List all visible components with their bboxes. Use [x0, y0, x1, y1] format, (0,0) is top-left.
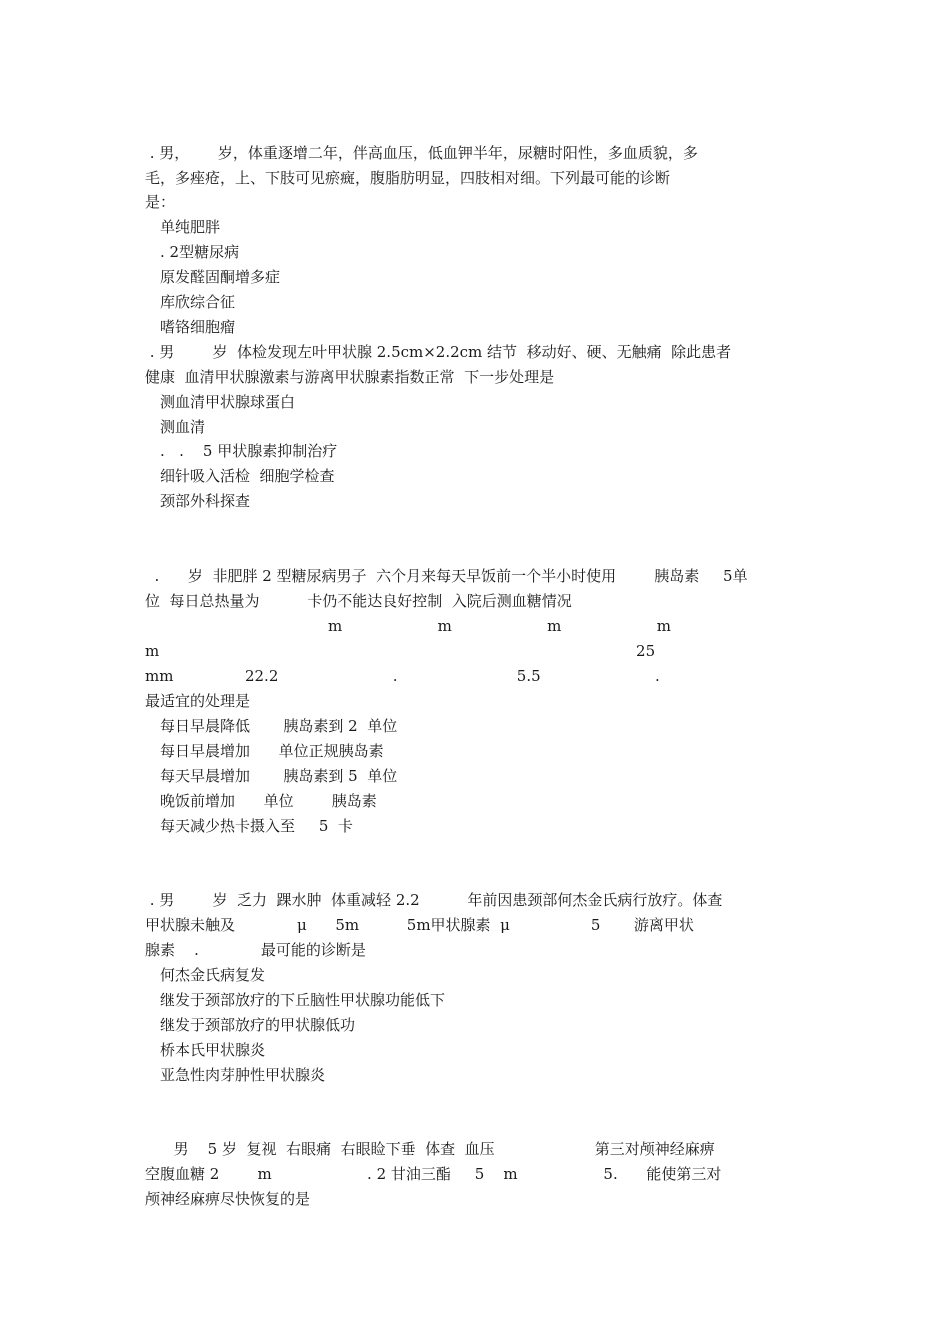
q4-option-a: 何杰金氏病复发 [160, 966, 266, 984]
q3-stem-line1: . 岁 非肥胖 2 型糖尿病男子 六个月来每天早饭前一个半小时使用 胰岛素 5单 [145, 567, 748, 585]
q3-option-d: 晚饭前增加 单位 胰岛素 [160, 792, 377, 810]
q4-option-c: 继发于颈部放疗的甲状腺低功 [160, 1016, 356, 1034]
q3-stem-line3: 最适宜的处理是 [145, 692, 251, 710]
q3-table-row3: mm 22.2 . 5.5 . [145, 667, 660, 685]
q2-option-c: . . 5 甲状腺素抑制治疗 [160, 442, 338, 460]
q4-option-d: 桥本氏甲状腺炎 [160, 1041, 266, 1059]
q4-stem-line3: 腺素 . 最可能的诊断是 [145, 941, 366, 959]
q1-stem-line3: 是： [145, 193, 176, 211]
q3-option-c: 每天早晨增加 胰岛素到 5 单位 [160, 767, 398, 785]
q3-stem-line2: 位 每日总热量为 卡仍不能达良好控制 入院后测血糖情况 [145, 592, 572, 610]
q5-stem-line1: 男 5 岁 复视 右眼痛 右眼睑下垂 体查 血压 第三对颅神经麻痹 [145, 1140, 715, 1158]
q4-option-e: 亚急性肉芽肿性甲状腺炎 [160, 1066, 326, 1084]
q1-option-b: . 2型糖尿病 [160, 243, 240, 261]
q4-stem-line1: . 男 岁 乏力 踝水肿 体重减轻 2.2 年前因患颈部何杰金氏病行放疗。体查 [145, 891, 723, 909]
q2-option-a: 测血清甲状腺球蛋白 [160, 393, 296, 411]
q2-option-d: 细针吸入活检 细胞学检查 [160, 467, 335, 485]
q1-option-c: 原发醛固酮增多症 [160, 268, 281, 286]
q2-stem-line2: 健康 血清甲状腺激素与游离甲状腺素指数正常 下一步处理是 [145, 368, 555, 386]
q1-stem-line2: 毛，多痤疮，上、下肢可见瘀癍，腹脂肪明显，四肢相对细。下列最可能的诊断 [145, 169, 671, 187]
q2-stem-line1: . 男 岁 体检发现左叶甲状腺 2.5cm×2.2cm 结节 移动好、硬、无触痛 除此患者 [145, 343, 732, 361]
q3-option-e: 每天减少热卡摄入至 5 卡 [160, 817, 353, 835]
q3-table-row2: m 25 [145, 642, 656, 660]
q1-option-d: 库欣综合征 [160, 293, 236, 311]
q5-stem-line2: 空腹血糖 2 m . 2 甘油三酯 5 m 5. 能使第三对 [145, 1165, 722, 1183]
q2-option-e: 颈部外科探查 [160, 492, 251, 510]
q3-table-row1: m m m m [328, 617, 671, 635]
q1-option-e: 嗜铬细胞瘤 [160, 318, 236, 336]
q1-stem-line1: . 男， 岁，体重逐增二年，伴高血压，低血钾半年，尿糖时阳性，多血质貌，多 [145, 144, 698, 162]
q3-option-a: 每日早晨降低 胰岛素到 2 单位 [160, 717, 398, 735]
q4-option-b: 继发于颈部放疗的下丘脑性甲状腺功能低下 [160, 991, 446, 1009]
q1-option-a: 单纯肥胖 [160, 218, 221, 236]
q2-option-b: 测血清 [160, 418, 206, 436]
q3-option-b: 每日早晨增加 单位正规胰岛素 [160, 742, 384, 760]
q4-stem-line2: 甲状腺未触及 μ 5m 5m甲状腺素 μ 5 游离甲状 [145, 916, 694, 934]
q5-stem-line3: 颅神经麻痹尽快恢复的是 [145, 1190, 311, 1208]
